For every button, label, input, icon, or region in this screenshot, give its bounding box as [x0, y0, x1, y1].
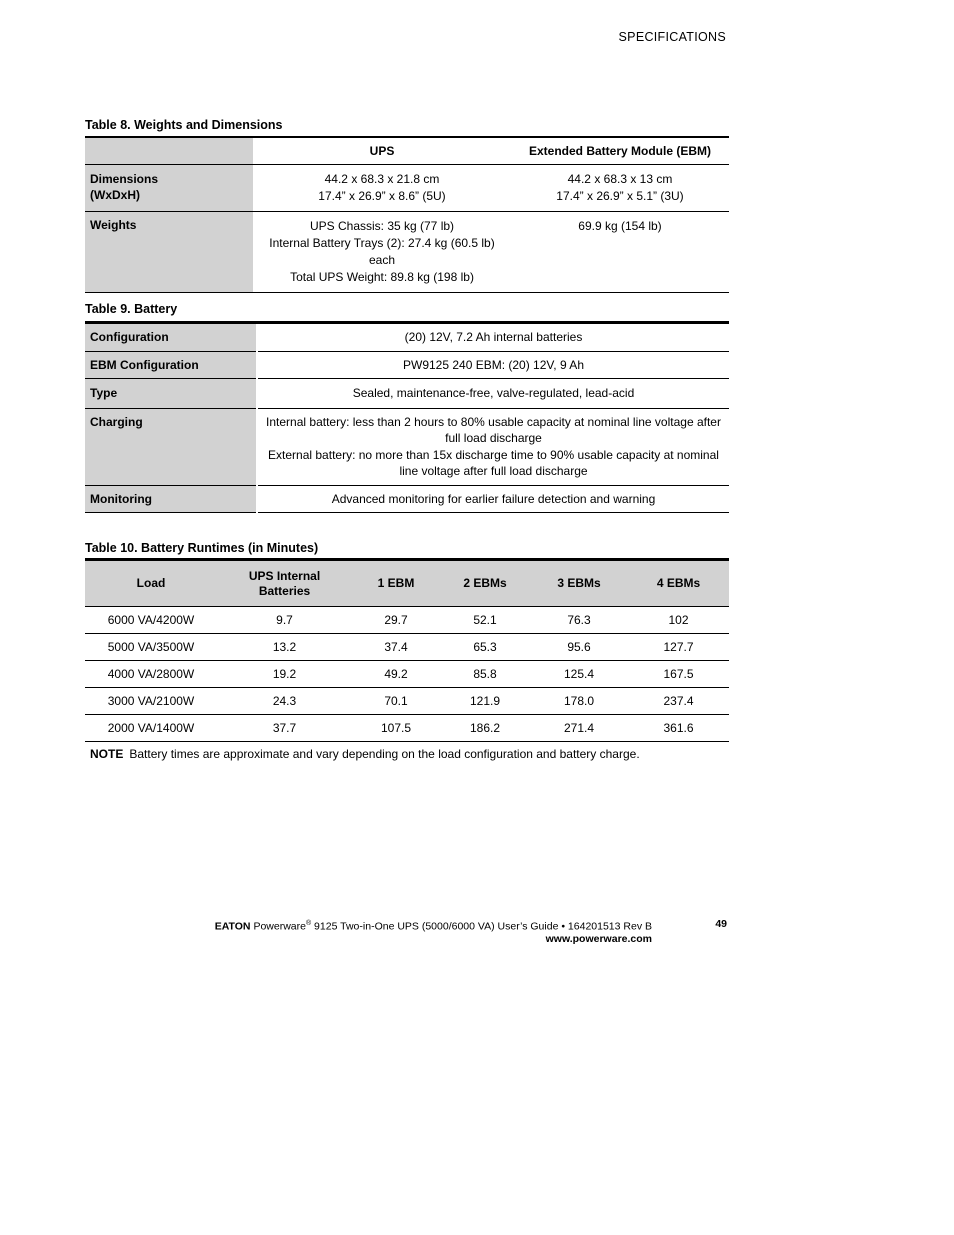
cell-internal: 9.7: [276, 613, 293, 627]
table-row: [85, 408, 729, 485]
weights-ups: [253, 212, 511, 293]
table-row: [85, 165, 729, 212]
ebm-configuration-value: PW9125 240 EBM: (20) 12V, 9 Ah: [257, 351, 729, 379]
battery-table: [85, 321, 729, 513]
value-line: full load discharge: [445, 431, 542, 445]
table-row: [85, 607, 729, 634]
row-label-type: Type: [85, 379, 257, 409]
table8-header-row: [85, 137, 729, 165]
row-label-configuration: Configuration: [85, 323, 257, 352]
table10-caption: Table 10. Battery Runtimes (in Minutes): [85, 541, 319, 555]
cell-1-ebm: 37.4: [384, 640, 408, 654]
header-load: Load: [136, 576, 166, 590]
table-row: [85, 351, 729, 379]
cell-4-ebms: 102: [668, 613, 689, 627]
weights-ebm: [511, 212, 729, 293]
table10-header-row: [85, 560, 729, 607]
header-1-ebm: 1 EBM: [377, 576, 415, 590]
cell-internal: 19.2: [272, 667, 297, 681]
monitoring-value: Advanced monitoring for earlier failure detection and warning: [257, 485, 729, 513]
cell-load: 2000 VA/1400W: [107, 721, 195, 735]
table-row: [85, 715, 729, 742]
cell-load: 6000 VA/4200W: [107, 613, 195, 627]
table-row: [85, 688, 729, 715]
cell-3-ebms: 125.4: [563, 667, 595, 681]
cell-3-ebms: 76.3: [567, 613, 591, 627]
cell-2-ebms: 121.9: [469, 694, 501, 708]
cell-4-ebms: 237.4: [663, 694, 694, 708]
footer-line: [200, 918, 652, 933]
value-line: 44.2 x 68.3 x 21.8 cm: [324, 172, 440, 186]
value-line: 44.2 x 68.3 x 13 cm: [567, 172, 673, 186]
cell-internal: 24.3: [272, 694, 297, 708]
table8-header-ups: UPS: [369, 144, 395, 158]
cell-3-ebms: 178.0: [563, 694, 595, 708]
label-line: Dimensions: [90, 172, 159, 186]
header-4-ebms: 4 EBMs: [656, 576, 701, 590]
cell-2-ebms: 65.3: [473, 640, 497, 654]
cell-1-ebm: 70.1: [384, 694, 408, 708]
cell-2-ebms: 186.2: [469, 721, 501, 735]
cell-4-ebms: 167.5: [663, 667, 694, 681]
charging-value: [257, 408, 729, 485]
cell-3-ebms: 95.6: [567, 640, 591, 654]
table8-header-blank: [85, 137, 253, 165]
cell-4-ebms: 361.6: [663, 721, 694, 735]
product-name: Powerware: [253, 920, 306, 933]
table-row: [85, 323, 729, 352]
cell-1-ebm: 107.5: [380, 721, 412, 735]
row-label-charging: Charging: [85, 408, 257, 485]
cell-load: 4000 VA/2800W: [107, 667, 195, 681]
table8-header-ebm: Extended Battery Module (EBM): [528, 144, 711, 158]
header-ups-internal: [217, 560, 352, 607]
note-text: Battery times are approximate and vary depending on the load configuration and battery charge.: [129, 747, 640, 761]
row-label-monitoring: Monitoring: [85, 485, 257, 513]
cell-internal: 13.2: [272, 640, 297, 654]
value-line: Total UPS Weight: 89.8 kg (198 lb): [290, 270, 474, 284]
section-header: SPECIFICATIONS: [618, 30, 726, 44]
table-row: [85, 379, 729, 409]
value-line: 69.9 kg (154 lb): [578, 219, 662, 233]
footer-title: 9125 Two-in-One UPS (5000/6000 VA) User’s Guide • 164201513 Rev B: [311, 920, 652, 933]
registered-mark: ®: [305, 920, 312, 927]
row-label-weights: Weights: [85, 212, 253, 293]
note: [90, 747, 640, 761]
weights-dimensions-table: [85, 136, 729, 293]
cell-load: 3000 VA/2100W: [107, 694, 195, 708]
cell-internal: 37.7: [272, 721, 297, 735]
label-line: (WxDxH): [90, 188, 140, 202]
row-label-dimensions: [85, 165, 253, 212]
cell-4-ebms: 127.7: [663, 640, 694, 654]
header-3-ebms: 3 EBMs: [557, 576, 601, 590]
header-line: UPS Internal: [248, 568, 321, 583]
value-line: 17.4” x 26.9” x 5.1” (3U): [556, 189, 684, 203]
table-row: [85, 212, 729, 293]
row-label-ebm-configuration: EBM Configuration: [85, 351, 257, 379]
footer-url: www.powerware.com: [545, 932, 652, 945]
table-row: [85, 485, 729, 513]
dimensions-ebm: [511, 165, 729, 212]
battery-runtimes-table: [85, 558, 729, 742]
value-line: Internal Battery Trays (2): 27.4 kg (60.5 lb) each: [269, 236, 495, 267]
cell-2-ebms: 85.8: [473, 667, 497, 681]
value-line: External battery: no more than 15x discharge time to 90% usable capacity at nominal: [268, 447, 719, 462]
cell-2-ebms: 52.1: [473, 613, 497, 627]
value-line: Internal battery: less than 2 hours to 80% usable capacity at nominal line voltage after: [266, 414, 721, 429]
table-row: [85, 661, 729, 688]
value-line: UPS Chassis: 35 kg (77 lb): [309, 219, 455, 233]
value-line: 17.4” x 26.9” x 8.6” (5U): [318, 189, 446, 203]
cell-1-ebm: 29.7: [384, 613, 408, 627]
page-number: 49: [715, 918, 727, 930]
cell-3-ebms: 271.4: [563, 721, 595, 735]
brand-name: EATON: [214, 920, 251, 933]
configuration-value: (20) 12V, 7.2 Ah internal batteries: [257, 323, 729, 352]
table9-caption: Table 9. Battery: [85, 302, 178, 316]
type-value: Sealed, maintenance-free, valve-regulated, lead-acid: [257, 379, 729, 409]
table8-caption: Table 8. Weights and Dimensions: [85, 118, 283, 132]
table-row: [85, 634, 729, 661]
value-line: line voltage after full load discharge: [399, 464, 588, 478]
header-2-ebms: 2 EBMs: [463, 576, 507, 590]
cell-1-ebm: 49.2: [384, 667, 408, 681]
header-line: Batteries: [258, 583, 311, 598]
note-label: NOTE: [90, 747, 124, 761]
cell-load: 5000 VA/3500W: [107, 640, 195, 654]
footer: [200, 918, 652, 945]
dimensions-ups: [253, 165, 511, 212]
